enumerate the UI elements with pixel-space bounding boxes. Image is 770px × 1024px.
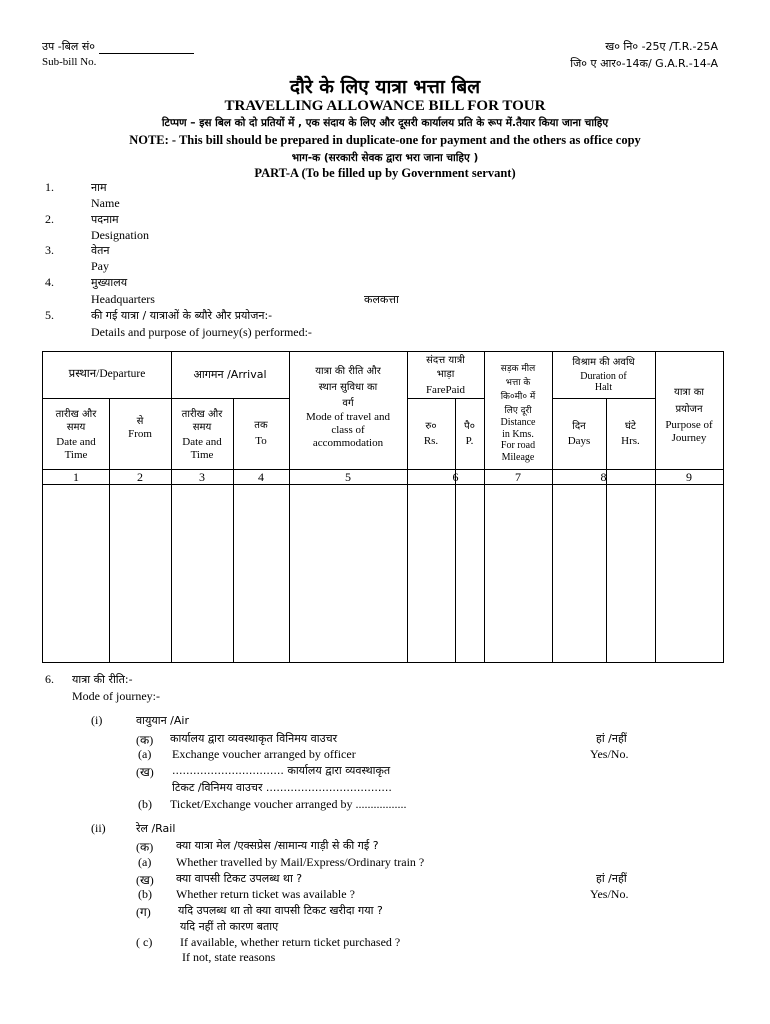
dep-date-hindi: तारीख और समय (55, 409, 97, 433)
item-1-number: 1. (45, 180, 54, 194)
item-3-hindi: वेतन (91, 244, 110, 257)
air-label: वायुयान /Air (136, 714, 189, 727)
air-roman: (i) (91, 713, 103, 727)
item-5-number: 5. (45, 308, 54, 322)
section-6-number: 6. (45, 672, 54, 686)
part-a-english: PART-A (To be filled up by Government servant) (254, 166, 516, 180)
item-3-label[interactable]: Pay (91, 259, 109, 273)
air-ka-text: कार्यालय द्वारा व्यवस्थाकृत विनिमय वाउचर (170, 732, 338, 745)
air-kha-text2[interactable]: टिकट /विनिमय वाउचर .................................... (172, 781, 392, 794)
air-b-marker: (b) (138, 797, 152, 811)
item-2-label[interactable]: Designation (91, 228, 149, 242)
air-yes-no-hindi[interactable]: हां /नहीं (596, 732, 627, 745)
item-1-hindi: नाम (91, 181, 107, 194)
rail-c-marker: ( c) (136, 935, 153, 949)
hours-hindi: घंटे (625, 421, 636, 432)
departure-header: प्रस्थान/Departure (68, 368, 146, 380)
purpose-hindi: यात्रा का प्रयोजन (674, 387, 704, 415)
headquarters-value[interactable]: कलकत्ता (364, 293, 399, 306)
item-4-hindi: मुख्यालय (91, 276, 128, 289)
rail-ga-marker: (ग) (136, 905, 151, 919)
from-hindi: से (136, 416, 144, 427)
to-label: To (255, 435, 267, 447)
days-hindi: दिन (572, 421, 586, 432)
item-4-number: 4. (45, 275, 54, 289)
journey-entries-area[interactable] (43, 485, 723, 662)
fare-hindi: संदत्त यात्री भाड़ा (426, 355, 465, 380)
subbill-en-label: Sub-bill No. (42, 56, 97, 68)
rail-c-text: If available, whether return ticket purchased ? (180, 935, 401, 949)
rail-kha-marker: (ख) (136, 873, 154, 887)
journey-details-table (42, 351, 724, 663)
rail-b-text: Whether return ticket was available ? (176, 887, 355, 901)
air-ka-marker: (क) (136, 733, 154, 747)
rail-ka-marker: (क) (136, 840, 154, 854)
col-number-4: 4 (258, 470, 264, 484)
from-label: From (128, 428, 152, 440)
dep-date-label: Date and Time (56, 436, 96, 461)
rail-a-text: Whether travelled by Mail/Express/Ordinary train ? (176, 855, 425, 869)
paise-hindi: पै० (464, 421, 475, 432)
item-5-label: Details and purpose of journey(s) performed:- (91, 325, 312, 339)
subbill-hindi-label: उप -बिल सं० (42, 39, 194, 54)
hindi-note: टिप्पण – इस बिल को दो प्रतियों में , एक संदाय के लिए और दूसरी कार्यालय प्रति के रूप में.तैयार किया जाना चाहिए (161, 117, 609, 129)
rail-roman: (ii) (91, 821, 106, 835)
air-b-text[interactable]: Ticket/Exchange voucher arranged by ................. (170, 797, 407, 811)
rail-ga-text2: यदि नहीं तो कारण बताए (180, 920, 279, 933)
rs-label: Rs. (423, 435, 439, 447)
item-1-label[interactable]: Name (91, 196, 120, 210)
to-hindi: तक (254, 420, 268, 431)
halt-hindi: विश्राम की अवधि (572, 357, 635, 368)
rail-c-text2: If not, state reasons (182, 950, 276, 964)
air-kha-text[interactable]: ................................ कार्यालय द्वारा व्यवस्थाकृत (172, 764, 391, 777)
col-number-3: 3 (199, 470, 205, 484)
distance-label: Distance in Kms. For road Mileage (500, 417, 536, 463)
air-a-text: Exchange voucher arranged by officer (172, 747, 356, 761)
rail-yes-no-hindi[interactable]: हां /नहीं (596, 872, 627, 885)
purpose-label: Purpose of Journey (665, 419, 713, 444)
col-number-2: 2 (137, 470, 143, 484)
gar-number: जि० ए आर०-14क/ G.A.R.-14-A (570, 57, 718, 70)
col-number-9: 9 (686, 470, 692, 484)
form-number: ख० नि० -25ए /T.R.-25A (605, 40, 718, 53)
rail-a-marker: (a) (138, 855, 152, 869)
section-6-hindi: यात्रा की रीति:- (72, 673, 133, 686)
air-a-marker: (a) (138, 747, 152, 761)
air-kha-marker: (ख) (136, 765, 154, 779)
rail-kha-text: क्या वापसी टिकट उपलब्ध था ? (176, 872, 303, 885)
rail-yes-no[interactable]: Yes/No. (590, 887, 629, 901)
subbill-blank[interactable] (99, 41, 194, 54)
col-number-1: 1 (73, 470, 79, 484)
mode-hindi: यात्रा की रीति और स्थान सुविधा का वर्ग (315, 366, 381, 409)
paise-label: P. (465, 435, 474, 447)
arrival-header: आगमन /Arrival (193, 368, 267, 381)
rail-label: रेल /Rail (136, 822, 176, 835)
hindi-title: दौरे के लिए यात्रा भत्ता बिल (289, 76, 481, 98)
col-number-8: 8 (600, 470, 607, 484)
fare-label: FarePaid (425, 384, 466, 396)
mode-label: Mode of travel and class of accommodation (306, 411, 390, 449)
english-title: TRAVELLING ALLOWANCE BILL FOR TOUR (224, 98, 546, 114)
item-2-hindi: पदनाम (91, 213, 119, 226)
english-note: NOTE: - This bill should be prepared in duplicate-one for payment and the others as office copy (129, 133, 641, 147)
distance-hindi: सड़क मील भत्ता के कि०मी० में लिए दूरी (500, 364, 536, 416)
part-a-hindi: भाग-क (सरकारी सेवक द्वारा भरा जाना चाहिए ) (291, 152, 479, 164)
col-number-6: 6 (452, 470, 459, 484)
air-yes-no[interactable]: Yes/No. (590, 747, 629, 761)
rs-hindi: रु० (425, 421, 437, 432)
arr-date-hindi: तारीख और समय (181, 409, 223, 433)
col-number-5: 5 (345, 470, 351, 484)
item-5-hindi: की गई यात्रा / यात्राओं के ब्यौरे और प्रयोजन:- (91, 309, 273, 322)
col-number-7: 7 (515, 470, 521, 484)
section-6-label: Mode of journey:- (72, 689, 160, 703)
hours-label: Hrs. (621, 435, 640, 447)
item-3-number: 3. (45, 243, 54, 257)
rail-b-marker: (b) (138, 887, 152, 901)
halt-label: Duration of Halt (580, 371, 627, 393)
item-2-number: 2. (45, 212, 54, 226)
days-label: Days (567, 435, 591, 447)
rail-ka-text: क्या यात्रा मेल /एक्सप्रेस /सामान्य गाड़ी से की गई ? (176, 839, 379, 852)
rail-ga-text: यदि उपलब्ध था तो क्या वापसी टिकट खरीदा गया ? (178, 904, 383, 917)
arr-date-label: Date and Time (182, 436, 222, 461)
item-4-label[interactable]: Headquarters (91, 292, 155, 306)
